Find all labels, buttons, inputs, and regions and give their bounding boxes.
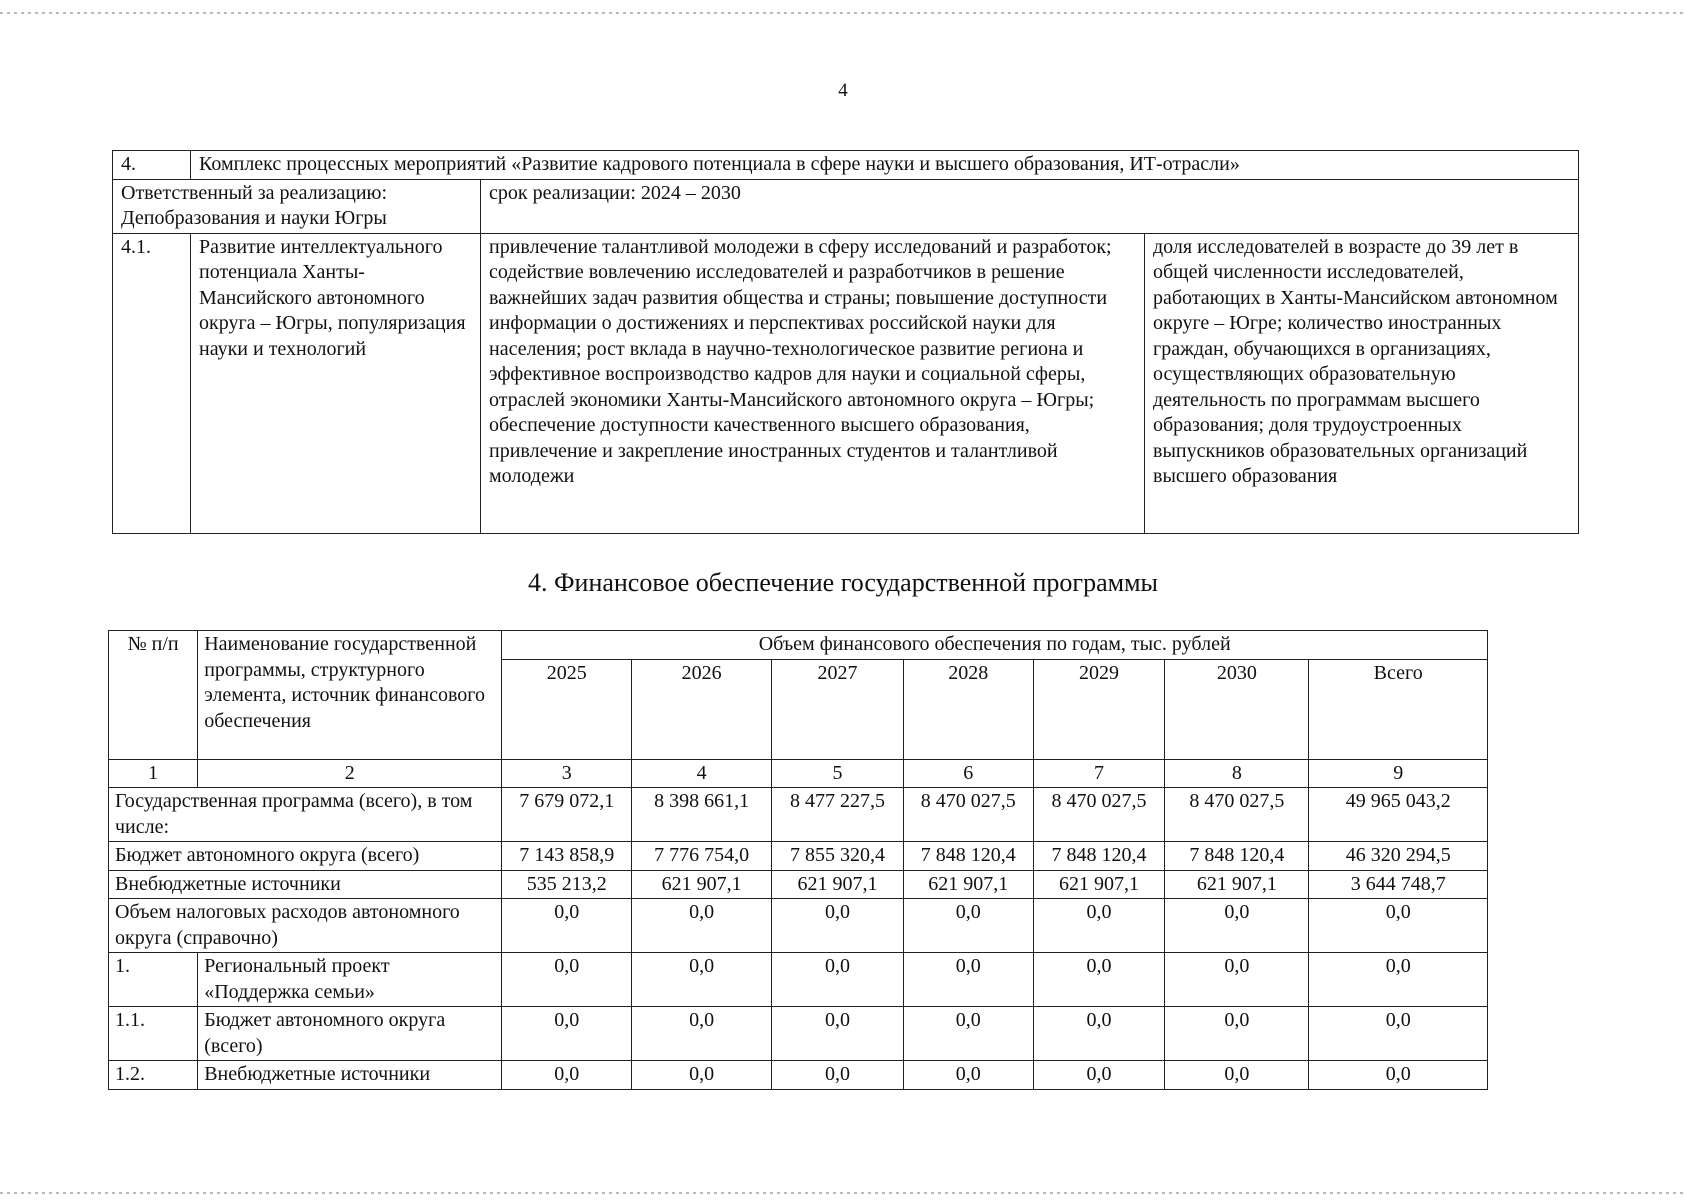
row-value: 0,0: [1033, 953, 1165, 1007]
row-value: 0,0: [903, 899, 1033, 953]
row-value: 621 907,1: [903, 870, 1033, 899]
row-value: 0,0: [1033, 1061, 1165, 1090]
row-value: 0,0: [903, 953, 1033, 1007]
header-num: № п/п: [109, 631, 198, 760]
activities-table: [112, 150, 1579, 534]
column-number: 9: [1309, 759, 1488, 788]
responsible-cell: Ответственный за реализацию: Депобразования и науки Югры: [113, 179, 481, 233]
scan-artifact-top: [0, 12, 1686, 14]
header-year: 2025: [502, 659, 632, 759]
row-name: Объем налоговых расходов автономного округа (справочно): [109, 899, 502, 953]
table-row: [109, 870, 1488, 899]
row-value: 7 848 120,4: [1165, 842, 1309, 871]
row-total: 49 965 043,2: [1309, 788, 1488, 842]
row-value: 0,0: [632, 1061, 772, 1090]
row-num: 1.1.: [109, 1007, 198, 1061]
row-value: 8 470 027,5: [1165, 788, 1309, 842]
row-total: 0,0: [1309, 899, 1488, 953]
row-value: 0,0: [772, 899, 904, 953]
row-value: 0,0: [632, 1007, 772, 1061]
row-value: 621 907,1: [632, 870, 772, 899]
column-number: 4: [632, 759, 772, 788]
header-year: 2029: [1033, 659, 1165, 759]
row-value: 0,0: [502, 1007, 632, 1061]
table-row: [109, 899, 1488, 953]
table-row: [109, 1007, 1488, 1061]
row-name: Государственная программа (всего), в том числе:: [109, 788, 502, 842]
table-row: [109, 1061, 1488, 1090]
row-value: 0,0: [1165, 899, 1309, 953]
row-value: 7 848 120,4: [1033, 842, 1165, 871]
table-row: [109, 788, 1488, 842]
task-name: Развитие интеллектуального потенциала Ханты-Мансийского автономного округа – Югры, популяризация науки и технологий: [191, 233, 481, 533]
scan-artifact-bottom: [0, 1192, 1686, 1194]
row-value: 0,0: [1033, 899, 1165, 953]
row-value: 0,0: [632, 899, 772, 953]
row-name: Внебюджетные источники: [109, 870, 502, 899]
row-value: 0,0: [772, 1061, 904, 1090]
row-total: 46 320 294,5: [1309, 842, 1488, 871]
row-name: Бюджет автономного округа (всего): [198, 1007, 502, 1061]
financing-table: [108, 630, 1488, 1090]
row-num: 1.2.: [109, 1061, 198, 1090]
column-number: 7: [1033, 759, 1165, 788]
row-value: 0,0: [1033, 1007, 1165, 1061]
row-total: 0,0: [1309, 1007, 1488, 1061]
row-value: 0,0: [502, 1061, 632, 1090]
row-value: 0,0: [903, 1061, 1033, 1090]
task-description: привлечение талантливой молодежи в сферу исследований и разработок; содействие вовлечению исследователей и разработчиков в решение важнейших задач развития общества и страны; повышение доступности информации о достижениях и перспективах российской науки для населения; рост вклада в научно-технологическое развитие региона и эффективное воспроизводство кадров для науки и социальной сферы, отраслей экономики Ханты-Мансийского автономного округа – Югры; обеспечение доступности качественного высшего образования, привлечение и закрепление иностранных студентов и талантливой молодежи: [481, 233, 1145, 533]
table-header-row: [109, 631, 1488, 660]
row-value: 621 907,1: [772, 870, 904, 899]
row-total: 3 644 748,7: [1309, 870, 1488, 899]
row-value: 0,0: [1165, 1061, 1309, 1090]
row-value: 0,0: [772, 953, 904, 1007]
column-numbers-row: [109, 759, 1488, 788]
column-number: 5: [772, 759, 904, 788]
column-number: 2: [198, 759, 502, 788]
task-indicators: доля исследователей в возрасте до 39 лет в общей численности исследователей, работающих в Ханты-Мансийском автономном округе – Югре; количество иностранных граждан, обучающихся в организациях, осуществляющих образовательную деятельность по программам высшего образования; доля трудоустроенных выпускников образовательных организаций высшего образования: [1145, 233, 1579, 533]
row-value: 8 398 661,1: [632, 788, 772, 842]
row-value: 0,0: [502, 953, 632, 1007]
section-title: 4. Финансовое обеспечение государственной программы: [527, 568, 1159, 597]
header-year: 2028: [903, 659, 1033, 759]
complex-number: 4.: [113, 151, 191, 180]
column-number: 8: [1165, 759, 1309, 788]
row-value: 535 213,2: [502, 870, 632, 899]
column-number: 1: [109, 759, 198, 788]
table-row: [113, 233, 1579, 533]
row-value: 0,0: [502, 899, 632, 953]
row-name: Региональный проект «Поддержка семьи»: [198, 953, 502, 1007]
row-value: 7 848 120,4: [903, 842, 1033, 871]
row-value: 621 907,1: [1033, 870, 1165, 899]
header-year: 2030: [1165, 659, 1309, 759]
row-value: 8 470 027,5: [1033, 788, 1165, 842]
header-year: 2027: [772, 659, 904, 759]
row-value: 0,0: [772, 1007, 904, 1061]
task-number: 4.1.: [113, 233, 191, 533]
term-cell: срок реализации: 2024 – 2030: [481, 179, 1579, 233]
row-value: 8 477 227,5: [772, 788, 904, 842]
row-value: 0,0: [632, 953, 772, 1007]
column-number: 6: [903, 759, 1033, 788]
row-value: 7 679 072,1: [502, 788, 632, 842]
row-value: 7 143 858,9: [502, 842, 632, 871]
row-value: 7 776 754,0: [632, 842, 772, 871]
table-row: [109, 842, 1488, 871]
complex-title: Комплекс процессных мероприятий «Развитие кадрового потенциала в сфере науки и высшего образования, ИТ-отрасли»: [191, 151, 1579, 180]
table-row: [109, 953, 1488, 1007]
row-num: 1.: [109, 953, 198, 1007]
row-total: 0,0: [1309, 1061, 1488, 1090]
header-name: Наименование государственной программы, структурного элемента, источник финансового обеспечения: [198, 631, 502, 760]
row-name: Внебюджетные источники: [198, 1061, 502, 1090]
row-value: 0,0: [903, 1007, 1033, 1061]
table-row: [113, 151, 1579, 180]
header-total: Всего: [1309, 659, 1488, 759]
header-year: 2026: [632, 659, 772, 759]
column-number: 3: [502, 759, 632, 788]
row-value: 8 470 027,5: [903, 788, 1033, 842]
row-value: 0,0: [1165, 1007, 1309, 1061]
row-value: 0,0: [1165, 953, 1309, 1007]
table-row: [113, 179, 1579, 233]
row-value: 621 907,1: [1165, 870, 1309, 899]
row-value: 7 855 320,4: [772, 842, 904, 871]
page-number: 4: [838, 80, 848, 101]
header-volume: Объем финансового обеспечения по годам, тыс. рублей: [502, 631, 1488, 660]
row-name: Бюджет автономного округа (всего): [109, 842, 502, 871]
row-total: 0,0: [1309, 953, 1488, 1007]
